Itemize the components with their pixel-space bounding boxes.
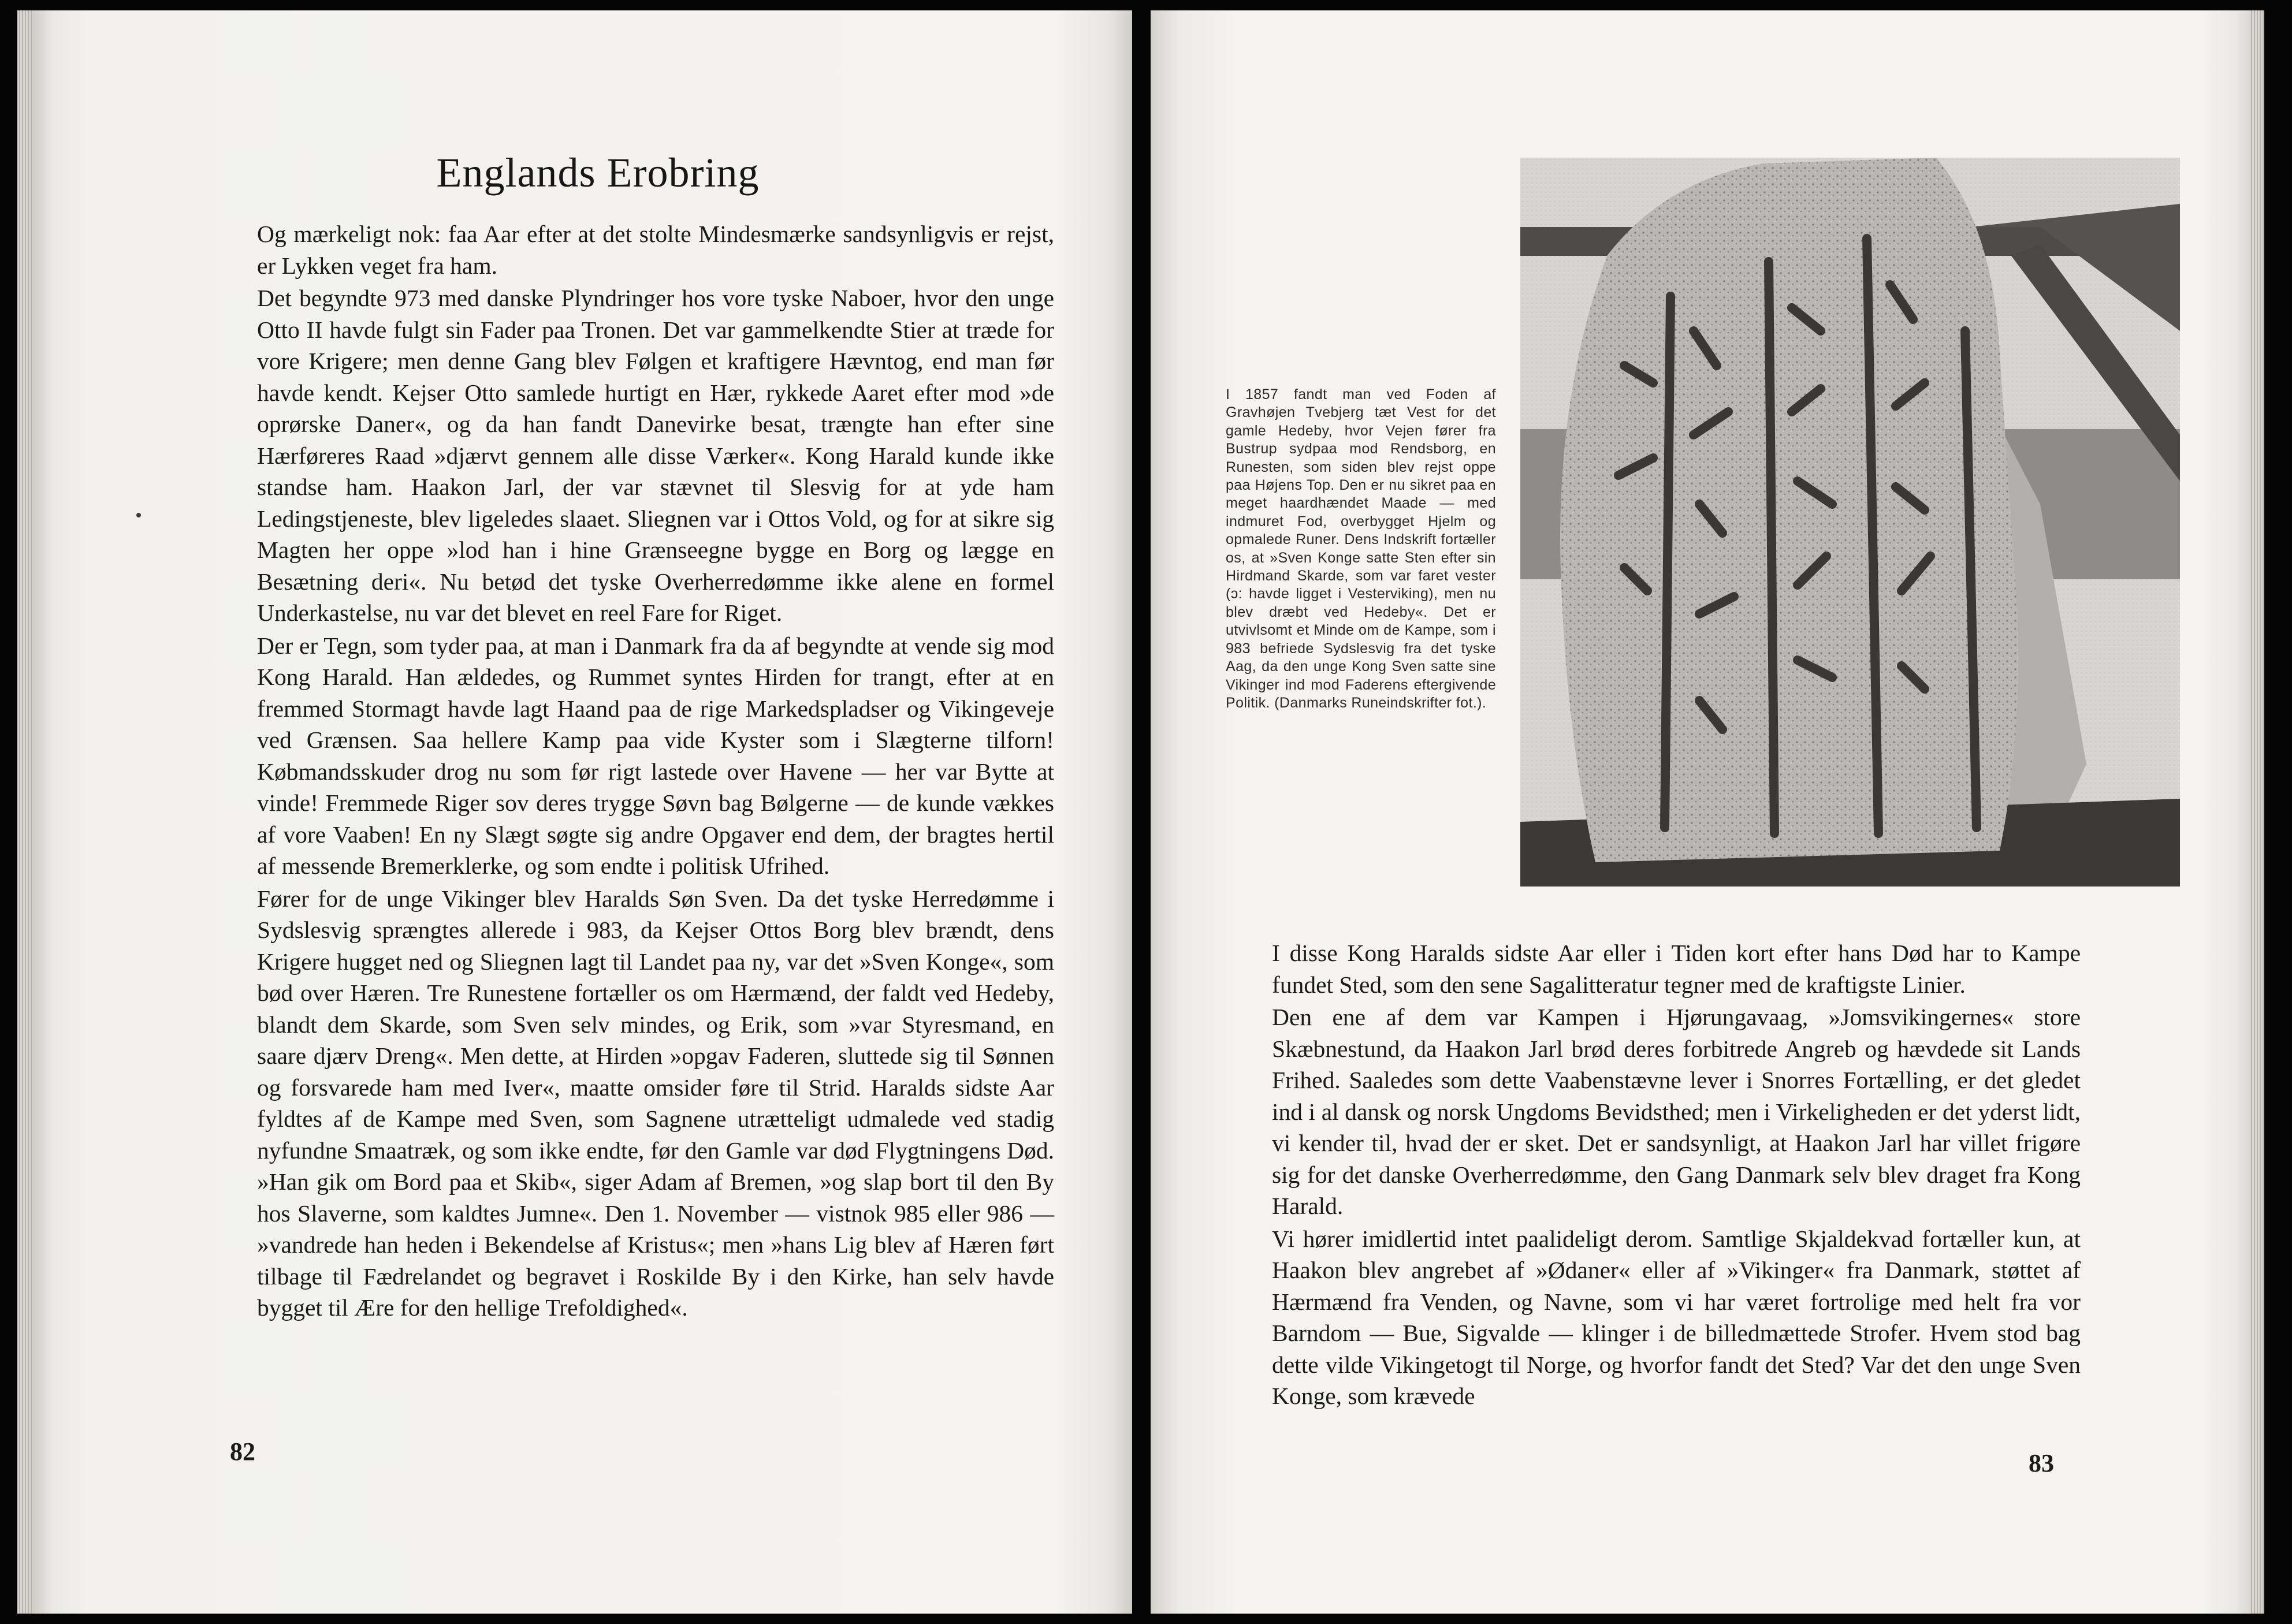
chapter-title: Englands Erobring bbox=[436, 150, 760, 196]
runestone-image bbox=[1520, 158, 2180, 887]
paragraph: Den ene af dem var Kampen i Hjørungavaag, »Jomsvikingernes« store Skæbnestund, da Haakon Jarl brød deres forbitrede Angreb og hævdede sit Lands Frihed. Saaledes som dette Vaabenstævne lever i Snorres Fortælling, er det gledet ind i al dansk og norsk Ungdoms Bevidsthed; men i Virkeligheden er det yderst lidt, vi kender til, hvad der er sket. Det er sandsynligt, at Haakon Jarl har villet frigøre sig for det danske Overherredømme, den Gang Danmark selv blev draget fra Kong Harald. bbox=[1272, 1004, 2081, 1219]
page-edge bbox=[17, 10, 32, 1614]
right-body-text bbox=[1272, 937, 2081, 1412]
left-page bbox=[17, 10, 1132, 1614]
paragraph: Det begyndte 973 med danske Plyndringer hos vore tyske Naboer, hvor den unge Otto II havde fulgt sin Fader paa Tronen. Det var gammelkendte Stier at træde for vore Krigere; men denne Gang blev Følgen et kraftigere Hævntog, end man før havde kendt. Kejser Otto samlede hurtigt en Hær, rykkede Aaret efter mod »de oprørske Daner«, og da han fandt Danevirke besat, trængte han efter sine Hærføreres Raad »djærvt gennem alle disse Værker«. Kong Harald kunde ikke standse ham. Haakon Jarl, der var stævnet til Slesvig for at yde ham Ledingstjeneste, blev ligeledes slaaet. Sliegnen var i Ottos Vold, og for at sikre sig Magten her oppe »lod han i hine Grænseegne bygge en Borg og lægge en Besætning deri«. Nu betød det tyske Overherredømme ikke alene en formel Underkastelse, nu var det blevet en reel Fare for Riget. bbox=[257, 285, 1054, 626]
page-edge bbox=[2249, 10, 2264, 1614]
paragraph: Vi hører imidlertid intet paalideligt derom. Samtlige Skjaldekvad fortæller kun, at Haakon blev angrebet af »Ødaner« eller af »Vikinger« fra Danmark, støttet af Hærmænd fra Venden, og Navne, som vi har været fortrolige med helt fra vor Barndom — Bue, Sigvalde — klinger i de billedmættede Strofer. Hvem stod bag dette vilde Vikingetogt til Norge, og hvorfor fandt det Sted? Var det den unge Sven Konge, som krævede bbox=[1272, 1225, 2081, 1409]
paragraph: Fører for de unge Vikinger blev Haralds Søn Sven. Da det tyske Herredømme i Sydslesvig sprængtes allerede i 983, da Kejser Ottos Borg blev brændt, dens Krigere hugget ned og Sliegnen lagt til Landet paa ny, var det »Sven Konge«, som bød over Hæren. Tre Runestene fortæller os om Hærmænd, der faldt ved Hedeby, blandt dem Skarde, som Sven selv mindes, og Erik, som »var Styresmand, en saare djærv Dreng«. Men dette, at Hirden »opgav Faderen, sluttede sig til Sønnen og forsvarede ham med Iver«, maatte omsider føre til Strid. Haralds sidste Aar fyldtes af de Kampe med Sven, som Sagnene utrætteligt udmalede ved stadig nyfundne Smaatræk, og som ikke endte, før den Gamle var død Flygtningens Død. »Han gik om Bord paa et Skib«, siger Adam af Bremen, »og slap bort til den By hos Slaverne, som kaldtes Jumne«. Den 1. November — vistnok 985 eller 986 — »vandrede han heden i Bekendelse af Kristus«; men »hans Lig blev af Hæren ført tilbage til Fædrelandet og begravet i Roskilde By i den Kirke, han selv havde bygget til Ære for den hellige Trefoldighed«. bbox=[257, 885, 1054, 1321]
left-body-text bbox=[257, 218, 1054, 1324]
runestone-photo bbox=[1520, 158, 2180, 887]
photo-caption: I 1857 fandt man ved Foden af Gravhøjen Tvebjerg tæt Vest for det gamle Hedeby, hvor Vejen fører fra Bustrup sydpaa mod Rendsborg, en Runesten, som siden blev rejst oppe paa Højens Top. Den er nu sikret paa en meget haardhændet Maade — med indmuret Fod, overbygget Hjelm og opmalede Runer. Dens Indskrift fortæller os, at »Sven Konge satte Sten efter sin Hirdmand Skarde, som var faret vester (ɔ: havde ligget i Vesterviking), men nu blev dræbt ved Hedeby«. Det er utvivlsomt et Minde om de Kampe, som i 983 befriede Sydslesvig fra det tyske Aag, da den unge Kong Sven satte sine Vikinger ind mod Faderens eftergivende Politik. (Danmarks Runeindskrifter fot.). bbox=[1226, 386, 1496, 711]
page-number: 82 bbox=[230, 1437, 255, 1466]
paragraph: Og mærkeligt nok: faa Aar efter at det stolte Mindesmærke sandsynligvis er rejst, er Lykken veget fra ham. bbox=[257, 221, 1054, 279]
page-number: 83 bbox=[2029, 1449, 2054, 1477]
paragraph: Der er Tegn, som tyder paa, at man i Danmark fra da af begyndte at vende sig mod Kong Harald. Han ældedes, og Rummet syntes Hirden for trangt, efter at en fremmed Stormagt havde lagt Haand paa de rige Markedspladser og Vikingeveje ved Grænsen. Saa hellere Kamp paa vide Kyster som i Slægterne tilforn! Købmandsskuder drog nu som før rigt lastede over Havene — her var Bytte at vinde! Fremmede Riger sov deres trygge Søvn bag Bølgerne — de kunde vækkes af vore Vaaben! En ny Slægt søgte sig andre Opgaver end dem, der bragtes hertil af messende Bremerklerke, og som endte i politisk Ufrihed. bbox=[257, 632, 1054, 879]
right-page bbox=[1151, 10, 2264, 1614]
paragraph: I disse Kong Haralds sidste Aar eller i Tiden kort efter hans Død har to Kampe fundet Sted, som den sene Sagalitteratur tegner med de kraftigste Linier. bbox=[1272, 940, 2081, 998]
speck bbox=[136, 513, 141, 517]
